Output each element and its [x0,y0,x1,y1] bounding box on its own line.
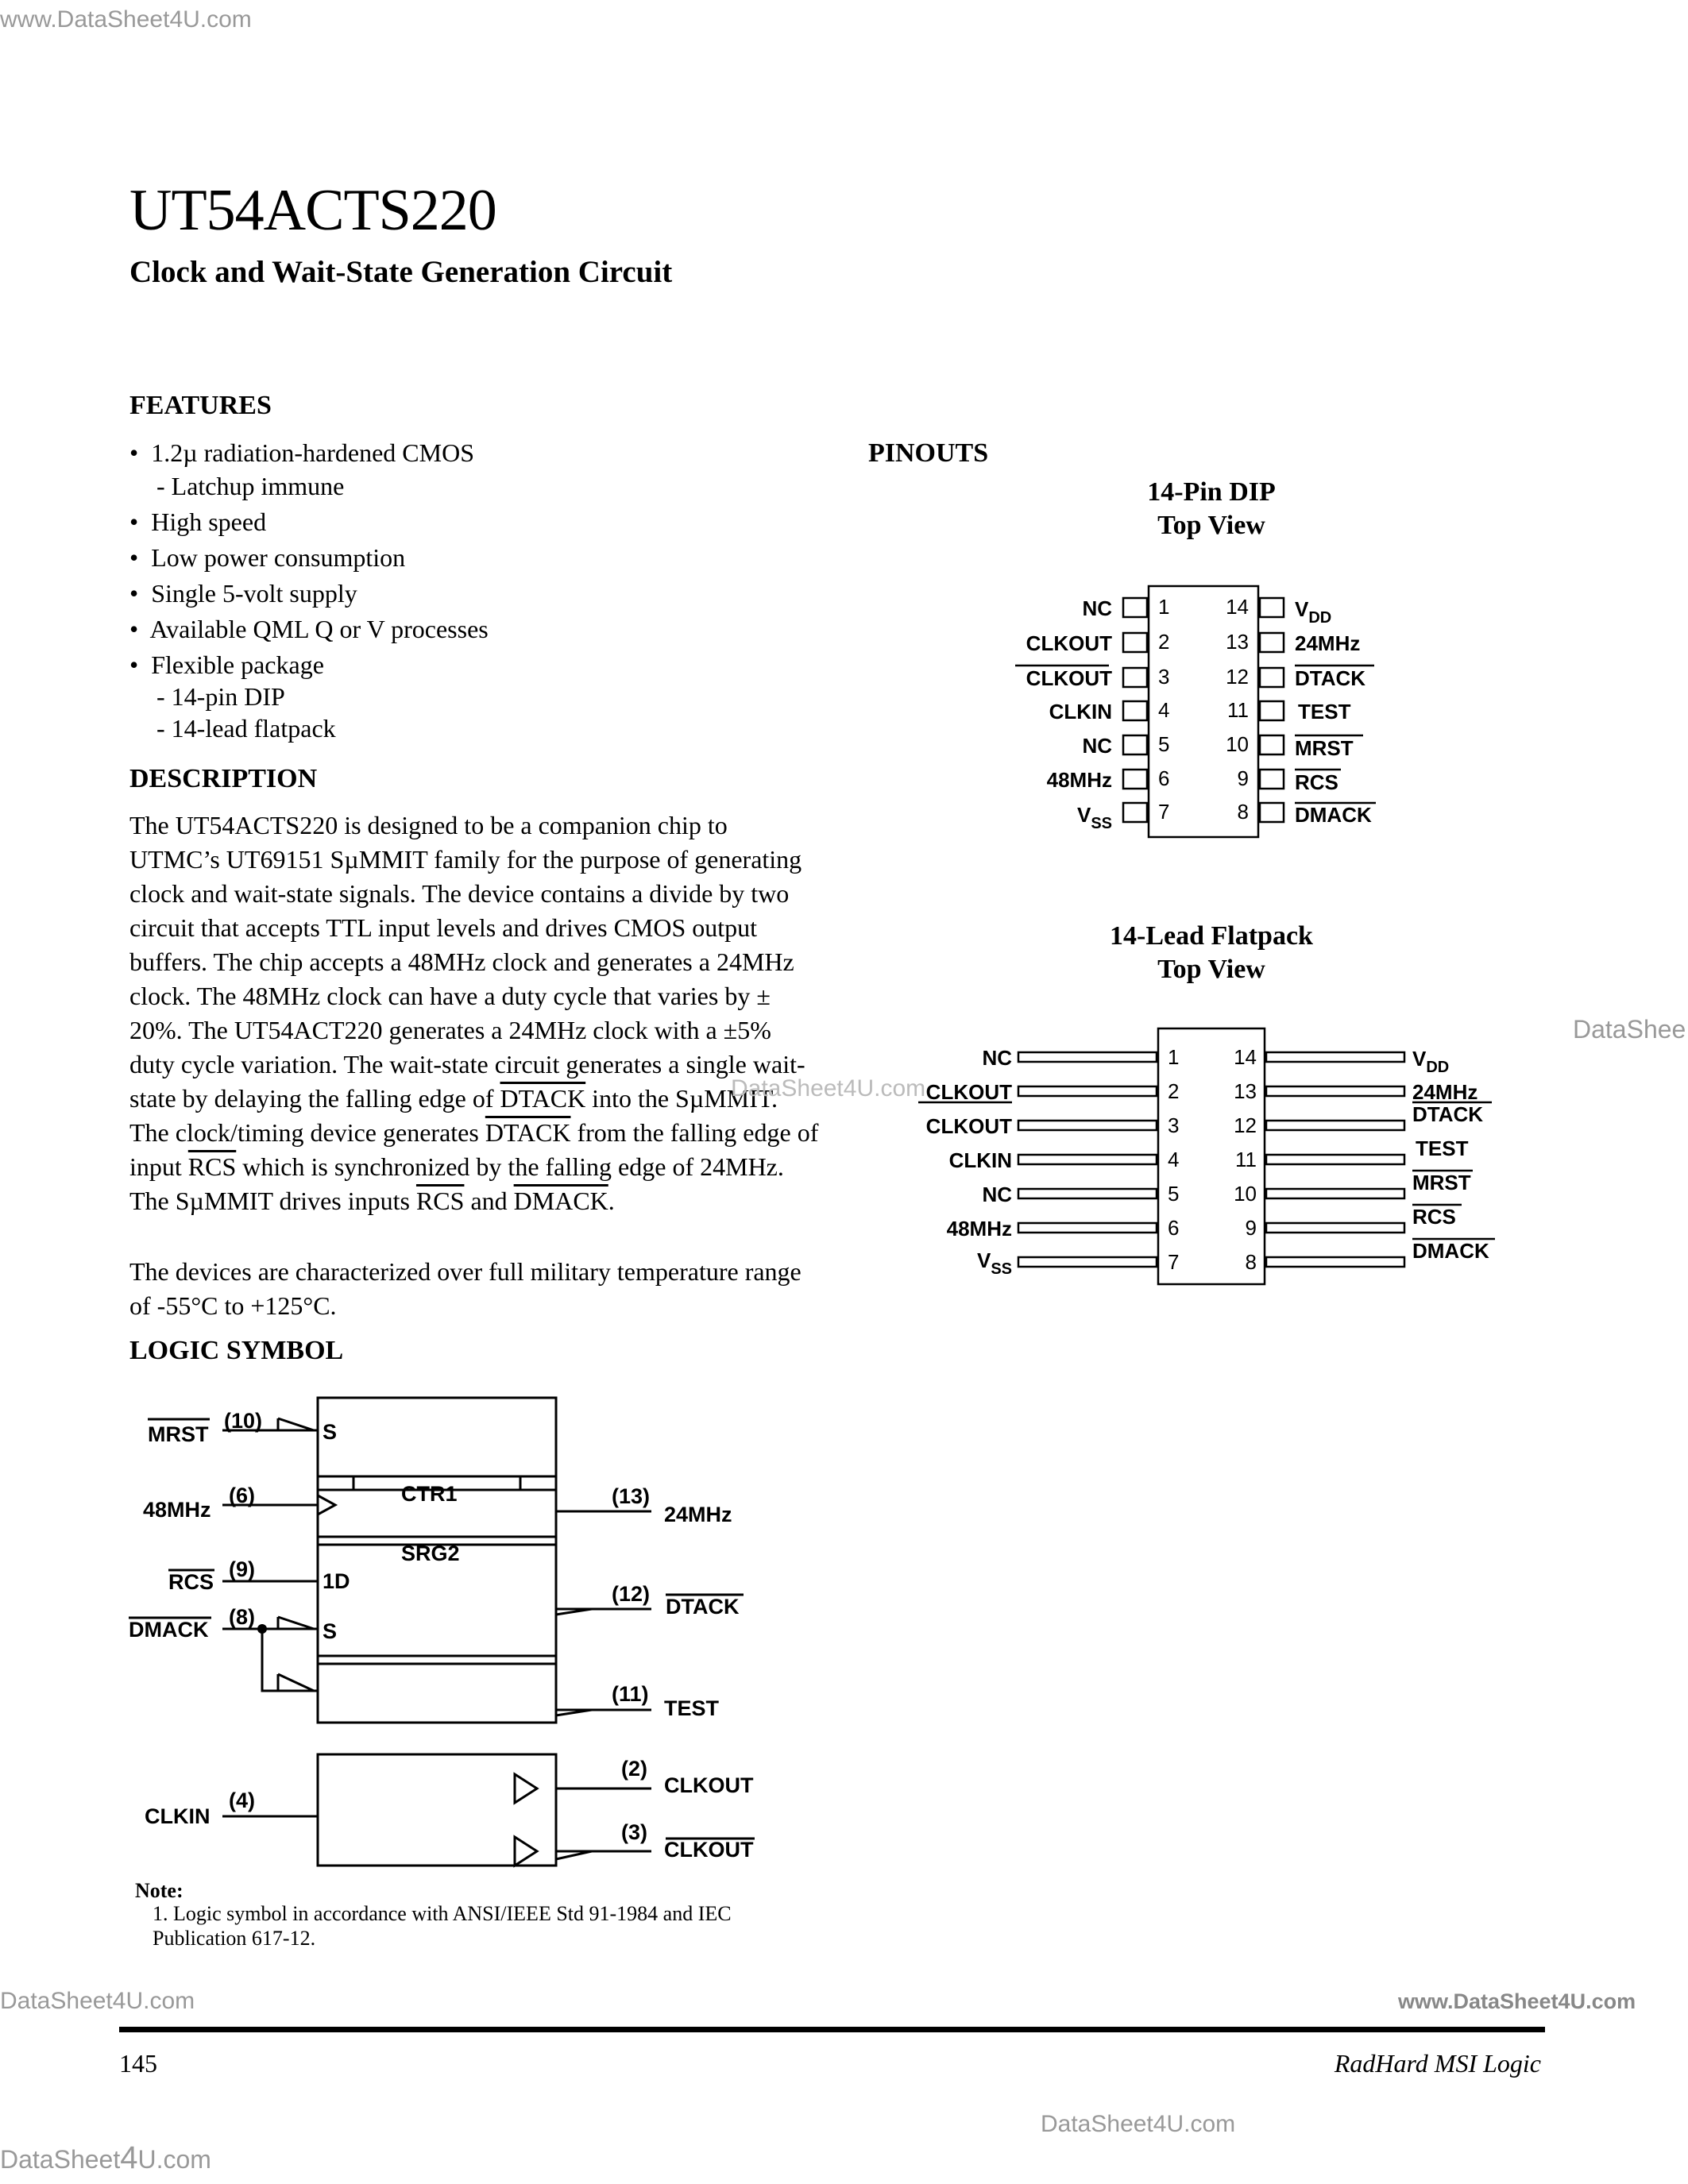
flat-lead [1018,1052,1157,1062]
features-heading: FEATURES [129,391,272,420]
vss-v: V [1076,803,1091,827]
watermark-text: 4 [120,2140,138,2175]
feature-text: Single 5-volt supply [151,579,357,608]
logic-symbol-heading: LOGIC SYMBOL [129,1336,344,1365]
description-text: which is synchronized by the falling edge of 24MHz. The SµMMIT drives inputs [129,1152,784,1215]
pin-mrst: (10) [224,1409,263,1433]
flat-lead [1018,1155,1157,1164]
label-mrst: MRST [148,1422,209,1446]
flat-pin-num-5: 5 [1168,1182,1180,1206]
dip-pin-num-4: 4 [1158,698,1170,722]
dip-title: 14-Pin DIP [1147,477,1276,507]
feature-item: • Flexible package [129,650,324,679]
flat-right-label-12: DTACK [1412,1102,1484,1126]
buffer-triangle [515,1774,537,1803]
dip-left-label-2: CLKOUT [1026,631,1112,655]
features-list [129,435,765,747]
flat-pin-num-3: 3 [1168,1113,1180,1137]
subtitle: Clock and Wait-State Generation Circuit [129,255,673,289]
logic-symbol-diagram [0,1350,834,1874]
description-text: into the SµMMIT. The clock/timing device generates [129,1084,778,1147]
feature-text: Flexible package [151,650,324,679]
dip-pinout-diagram [993,572,1406,842]
dmack-polarity-2 [278,1674,314,1691]
flatpack-pinout-diagram [898,1017,1517,1287]
feature-subitem [129,679,765,711]
dip-pin-num-7: 7 [1158,800,1170,824]
flat-lead [1266,1257,1404,1267]
dip-left-label-7 [1077,803,1112,832]
dmack-branch [262,1629,318,1691]
flat-lead [1018,1257,1157,1267]
description-paragraph-2: The devices are characterized over full military temperature range of -55°C to +125°C. [129,1257,802,1320]
clk-block [318,1754,556,1866]
flatpack-subtitle: Top View [1157,955,1265,984]
dip-pin-box [1123,735,1147,754]
vss-sub: SS [991,1260,1012,1278]
vdd-v: V [1412,1047,1427,1071]
flat-pin-num-2: 2 [1168,1079,1180,1103]
feature-item: • Low power consumption [129,543,406,572]
dmack-polarity [278,1617,314,1629]
block-label-1d: 1D [323,1569,350,1593]
vss-sub: SS [1091,815,1112,832]
block-label-s2: S [323,1619,338,1643]
dip-pin-box [1260,701,1284,720]
dip-pin-box [1260,598,1284,617]
feature-item: • Available QML Q or V processes [129,615,489,643]
dip-right-label-13: 24MHz [1295,631,1361,655]
pin-dtack: (12) [612,1582,651,1606]
watermark-bottom-right: www.DataSheet4U.com [1398,1989,1636,2013]
flat-lead [1018,1189,1157,1198]
flat-right-label-8: DMACK [1412,1239,1489,1263]
flat-left-label-6: 48MHz [946,1217,1012,1241]
feature-subitem [129,469,765,504]
flat-left-label-7 [977,1248,1012,1278]
dip-pin-num-12: 12 [1226,665,1249,689]
watermark-right: DataShee [1573,1015,1686,1044]
dip-pin-num-2: 2 [1158,630,1170,654]
clock-triangle [318,1495,335,1515]
dip-right-label-10: MRST [1295,736,1354,760]
feature-item: • Single 5-volt supply [129,579,357,608]
block-label-s: S [323,1420,338,1444]
flat-left-label-4: CLKIN [948,1148,1012,1172]
flat-pin-num-4: 4 [1168,1148,1180,1171]
pin-clkout: (2) [621,1757,647,1781]
watermark-text: U.com [137,2145,211,2174]
vdd-sub: DD [1426,1059,1450,1076]
vdd-v: V [1295,597,1309,621]
feature-text: - Latchup immune [156,472,345,500]
description-text: and [464,1187,514,1215]
footer-section: RadHard MSI Logic [1334,2049,1541,2078]
note-text: 1. Logic symbol in accordance with ANSI/IEEE Std 91-1984 and IEC Publication 617-12. [153,1902,732,1950]
flat-lead [1266,1052,1404,1062]
block-label-ctr: CTR1 [401,1482,458,1506]
feature-text: - 14-lead flatpack [156,714,336,743]
note-heading: Note: [135,1879,183,1902]
flat-lead [1018,1223,1157,1233]
feature-text: 1.2µ radiation-hardened CMOS [151,438,474,467]
dip-left-label-6: 48MHz [1046,768,1112,792]
watermark-top-left: www.DataSheet4U.com [0,6,252,33]
feature-text: - 14-pin DIP [156,682,285,711]
flat-right-label-9: RCS [1412,1205,1456,1229]
dip-pin-num-11: 11 [1227,698,1249,722]
flat-lead [1266,1155,1404,1164]
dip-right-label-8: DMACK [1295,803,1372,827]
flat-pin-num-13: 13 [1234,1079,1257,1103]
flat-lead [1266,1086,1404,1096]
watermark-bottom-center: DataSheet4U.com [1041,2111,1236,2137]
dip-left-label-4: CLKIN [1049,700,1112,723]
watermark-bottom-left-2 [0,2140,211,2176]
dip-pin-num-9: 9 [1237,766,1249,790]
label-48mhz: 48MHz [143,1498,211,1522]
label-rcs: RCS [168,1570,214,1594]
dip-pin-box [1260,770,1284,789]
signal-dmack: DMACK [513,1187,608,1215]
dip-pin-num-1: 1 [1158,595,1170,619]
dip-pin-box [1123,598,1147,617]
feature-item: • High speed [129,507,267,536]
flat-right-label-13: 24MHz [1412,1080,1478,1104]
flat-lead [1266,1189,1404,1198]
flat-left-label-5: NC [982,1183,1012,1206]
flat-lead [1266,1121,1404,1130]
pin-rcs: (9) [229,1557,255,1581]
flat-pin-num-8: 8 [1245,1250,1257,1274]
pin-clkout-bar: (3) [621,1820,647,1844]
flat-pin-num-10: 10 [1234,1182,1257,1206]
dip-right-label-9: RCS [1295,770,1338,794]
dip-left-label-1: NC [1082,596,1112,620]
dip-pin-box [1260,668,1284,687]
signal-rcs: $\overline{RCS}$ [415,1187,465,1215]
flat-lead [1018,1086,1157,1096]
watermark-bottom-left: DataSheet4U.com [0,1988,195,2014]
vss-v: V [976,1248,991,1272]
dip-pin-box [1260,633,1284,652]
dip-pin-box [1123,701,1147,720]
dip-pin-num-3: 3 [1158,665,1170,689]
dip-pin-num-14: 14 [1226,595,1249,619]
dip-pin-box [1260,803,1284,822]
label-24mhz: 24MHz [664,1503,732,1526]
dip-pin-box [1123,770,1147,789]
label-clkout: CLKOUT [664,1773,754,1797]
flat-pin-num-11: 11 [1235,1148,1257,1171]
dip-pin-num-8: 8 [1237,800,1249,824]
label-clkout-bar: CLKOUT [664,1838,754,1862]
dip-pin-box [1123,803,1147,822]
part-number-title: UT54ACTS220 [129,178,496,243]
pin-48mhz: (6) [229,1484,255,1507]
footer-rule [119,2027,1545,2032]
dip-pin-num-13: 13 [1226,630,1249,654]
signal-rcs: $\overline{RCS}$ [187,1152,237,1181]
vdd-sub: DD [1308,609,1332,627]
feature-subitem [129,711,765,747]
flat-pin-num-7: 7 [1168,1250,1180,1274]
flat-pin-num-9: 9 [1245,1216,1257,1240]
flat-left-label-3: CLKOUT [925,1114,1012,1138]
description-text: The UT54ACTS220 is designed to be a companion chip to UTMC’s UT69151 SµMMIT family for the purpose of generating clock and wait-state signals. The device contains a divide by two circuit that accepts TTL input levels and drives CMOS output buffers. The chip accepts a 48MHz clock and generates a 24MHz clock. The 48MHz clock can have a duty cycle that varies by ± 20%. The UT54ACT220 generates a 24MHz clock with a ±5% duty cycle variation. The wait-state circuit generates a single wait-state by delaying the falling edge of [129,811,805,1113]
dip-pin-num-5: 5 [1158,732,1170,756]
dip-subtitle: Top View [1157,511,1265,540]
description-paragraph-1 [129,808,821,1218]
label-clkin: CLKIN [145,1804,211,1828]
dip-right-label-14 [1295,597,1331,627]
dip-pin-num-6: 6 [1158,766,1170,790]
flat-pin-num-12: 12 [1234,1113,1257,1137]
dip-pin-box [1260,735,1284,754]
dip-pin-box [1123,668,1147,687]
description-text: . [608,1187,615,1215]
watermark-text: DataSheet [0,2145,121,2174]
pin-test: (11) [612,1682,649,1706]
label-dmack: DMACK [129,1618,209,1642]
signal-dtack: DTACK [485,1118,571,1147]
flat-right-label-11: TEST [1416,1136,1469,1160]
feature-text: Available QML Q or V processes [149,615,489,643]
flat-pin-num-14: 14 [1234,1045,1257,1069]
block-label-srg: SRG2 [401,1542,460,1565]
flat-lead [1266,1223,1404,1233]
dip-right-label-12: DTACK [1295,666,1366,690]
flat-right-label-14 [1412,1047,1449,1076]
dip-right-label-11: TEST [1298,700,1351,723]
feature-text: Low power consumption [151,543,406,572]
flat-pin-num-6: 6 [1168,1216,1180,1240]
main-block [318,1476,556,1723]
dip-pin-num-10: 10 [1226,732,1249,756]
description-heading: DESCRIPTION [129,764,318,793]
description-text: from the falling edge of input [129,1118,819,1181]
flat-lead [1018,1121,1157,1130]
dip-left-label-3: CLKOUT [1026,666,1112,690]
label-test: TEST [664,1696,720,1720]
flat-right-label-10: MRST [1412,1171,1471,1194]
watermark-overlay: DataSheet4U.com [731,1075,926,1102]
flat-left-label-1: NC [982,1046,1012,1070]
feature-text: High speed [151,507,267,536]
pin-24mhz: (13) [612,1484,651,1508]
dip-pin-box [1123,633,1147,652]
pin-clkin: (4) [229,1788,255,1812]
buffer-triangle [515,1837,537,1866]
flatpack-title: 14-Lead Flatpack [1110,921,1313,951]
dip-left-label-5: NC [1082,734,1112,758]
junction-dot [257,1624,267,1634]
pinouts-heading: PINOUTS [868,438,989,468]
signal-dtack: DTACK [500,1084,586,1113]
feature-item: • 1.2µ radiation-hardened CMOS [129,438,474,467]
mrst-polarity [278,1418,314,1430]
pin-dmack: (8) [229,1605,255,1629]
flat-left-label-2: CLKOUT [925,1080,1012,1104]
flat-pin-num-1: 1 [1168,1045,1180,1069]
page-number: 145 [119,2049,157,2078]
label-dtack: DTACK [666,1595,740,1619]
